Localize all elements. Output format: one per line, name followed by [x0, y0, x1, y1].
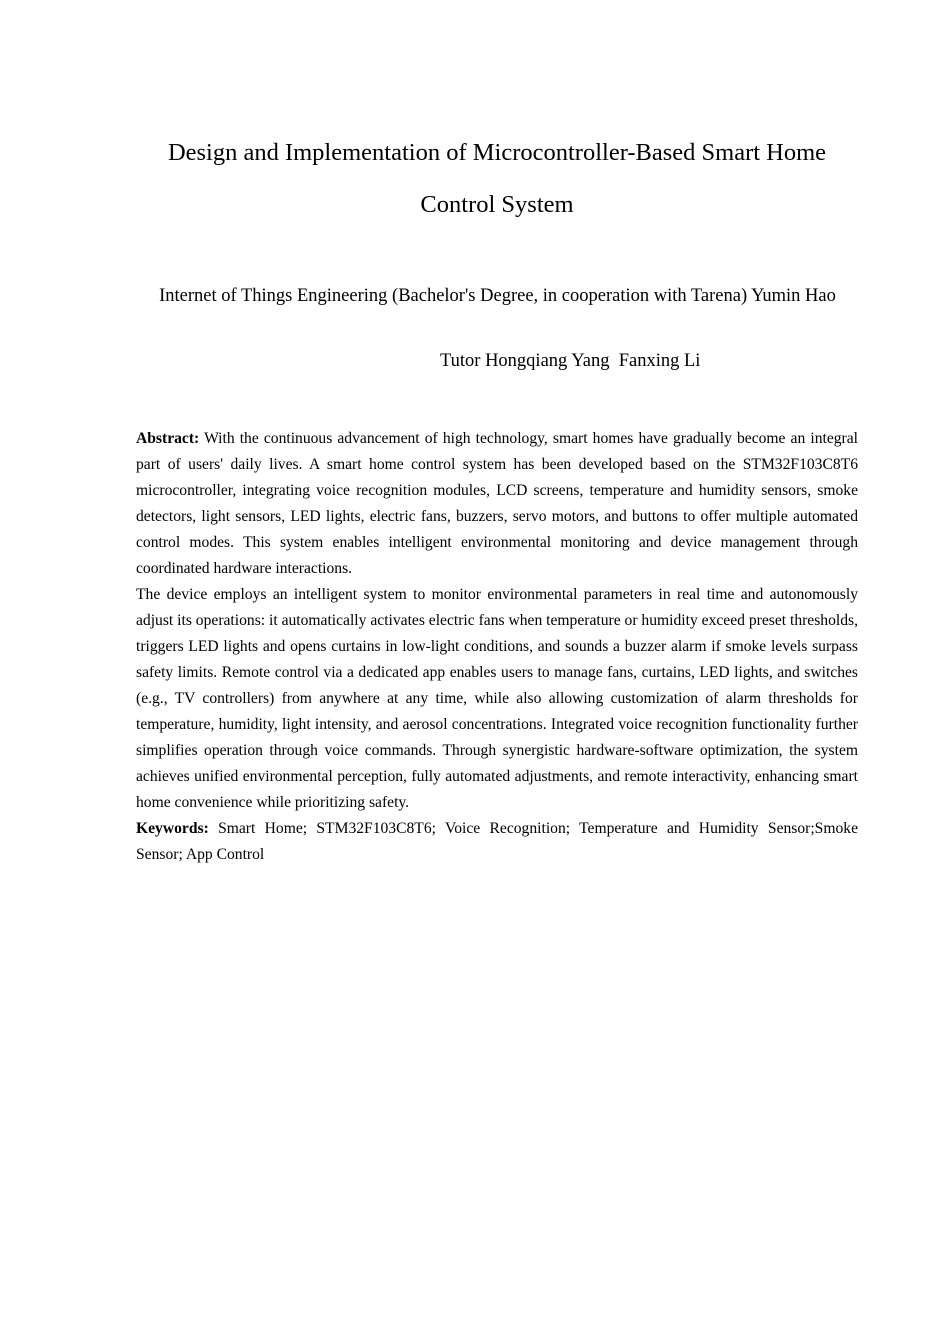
title-line-2: Control System [420, 191, 574, 218]
keywords-text: Smart Home; STM32F103C8T6; Voice Recognition; Temperature and Humidity Sensor;Smoke Sensor; App Control [136, 820, 858, 863]
paper-title [136, 127, 858, 231]
abstract-label: Abstract: [136, 430, 200, 447]
author-affiliation: Internet of Things Engineering (Bachelor's Degree, in cooperation with Tarena) Yumin Hao [159, 286, 836, 306]
keywords-label: Keywords: [136, 820, 209, 837]
keywords-paragraph [136, 816, 858, 868]
abstract-paragraph-1 [136, 426, 858, 582]
abstract-paragraph-2: The device employs an intelligent system to monitor environmental parameters in real time and autonomously adjust its operations: it automatically activates electric fans when temperature or humidity exceed preset thresholds, triggers LED lights and opens curtains in low-light conditions, and sounds a buzzer alarm if smoke levels surpass safety limits. Remote control via a dedicated app enables users to manage fans, curtains, LED lights, and switches (e.g., TV controllers) from anywhere at any time, while also allowing customization of alarm thresholds for temperature, humidity, light intensity, and aerosol concentrations. Integrated voice recognition functionality further simplifies operation through voice commands. Through synergistic hardware-software optimization, the system achieves unified environmental perception, fully automated adjustments, and remote interactivity, enhancing smart home convenience while prioritizing safety. [136, 586, 858, 811]
title-line-1: Design and Implementation of Microcontroller-Based Smart Home [167, 139, 827, 166]
abstract-section [136, 426, 858, 868]
tutor-line: Tutor Hongqiang Yang Fanxing Li [440, 351, 701, 371]
abstract-text-1: With the continuous advancement of high technology, smart homes have gradually become an integral part of users' daily lives. A smart home control system has been developed based on the STM32F103C8T6 microcontroller, integrating voice recognition modules, LCD screens, temperature and humidity sensors, smoke detectors, light sensors, LED lights, electric fans, buzzers, servo motors, and buttons to offer multiple automated control modes. This system enables intelligent environmental monitoring and device management through coordinated hardware interactions. [136, 430, 858, 577]
